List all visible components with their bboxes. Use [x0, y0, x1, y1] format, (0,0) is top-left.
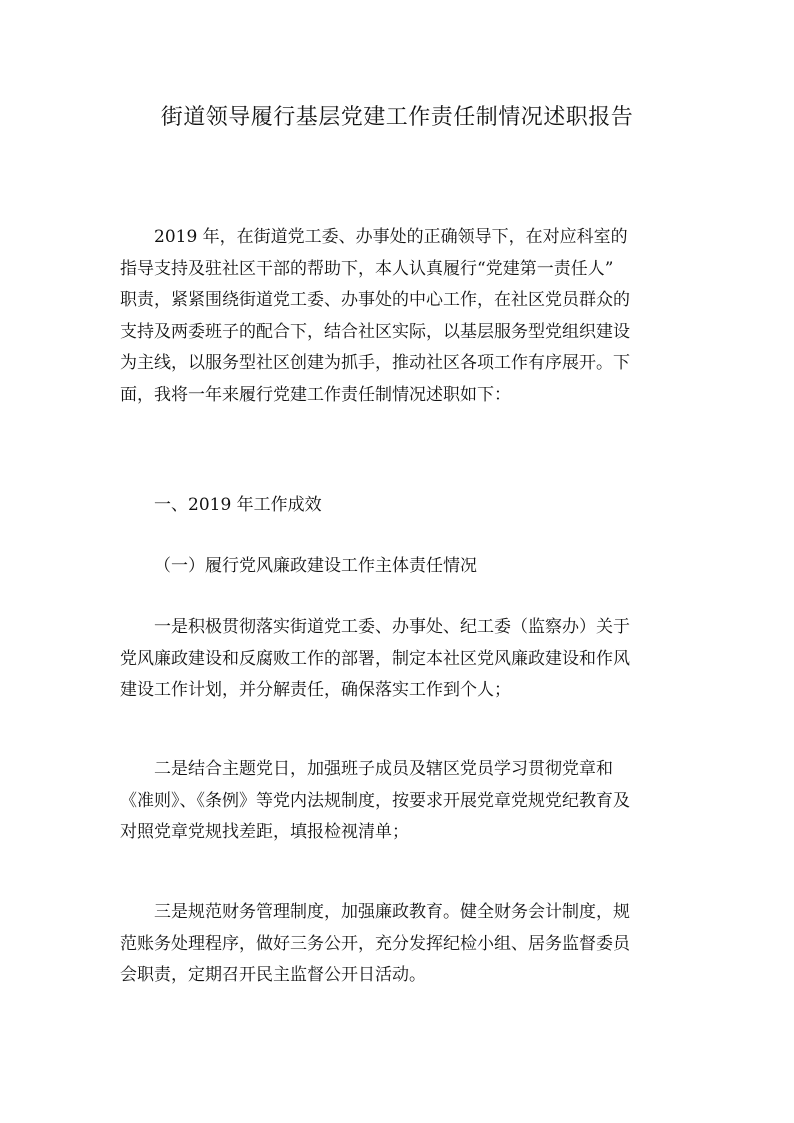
document-title: 街道领导履行基层党建工作责任制情况述职报告 [160, 105, 634, 130]
text-line: 会职责，定期召开民主监督公开日活动。 [120, 965, 426, 986]
text-line: 为主线，以服务型社区创建为抓手，推动社区各项工作有序展开。下 [120, 353, 630, 374]
intro-paragraph [120, 222, 676, 412]
subsection-heading [120, 551, 676, 583]
text-line: 二是结合主题党日，加强班子成员及辖区党员学习贯彻党章和 [154, 759, 613, 779]
text-line: 党风廉政建设和反腐败工作的部署，制定本社区党风廉政建设和作风 [120, 648, 630, 669]
text-line: 三是规范财务管理制度，加强廉政教育。健全财务会计制度，规 [154, 902, 630, 922]
text-line: 2019 年，在街道党工委、办事处的正确领导下，在对应科室的 [154, 227, 628, 247]
text-line: 《准则》、《条例》等党内法规制度，按要求开展党章党规党纪教育及 [120, 790, 630, 811]
text-line: 支持及两委班子的配合下，结合社区实际，以基层服务型党组织建设 [120, 321, 630, 342]
text-line: 一、2019 年工作成效 [154, 495, 322, 515]
item-two-paragraph [120, 754, 676, 849]
text-line: 职责，紧紧围绕街道党工委、办事处的中心工作，在社区党员群众的 [120, 290, 630, 311]
item-three-paragraph [120, 897, 676, 992]
text-line: （一）履行党风廉政建设工作主体责任情况 [154, 556, 477, 576]
text-line: 对照党章党规找差距，填报检视清单； [120, 822, 409, 843]
text-line: 一是积极贯彻落实街道党工委、办事处、纪工委（监察办）关于 [154, 617, 630, 637]
section-heading [120, 490, 676, 522]
text-line: 建设工作计划，并分解责任，确保落实工作到个人； [120, 680, 511, 701]
item-one-paragraph [120, 612, 676, 707]
text-line: 面，我将一年来履行党建工作责任制情况述职如下： [120, 384, 511, 405]
text-line: 范账务处理程序，做好三务公开，充分发挥纪检小组、居务监督委员 [120, 933, 630, 954]
text-line: 指导支持及驻社区干部的帮助下，本人认真履行“党建第一责任人” [120, 258, 614, 279]
